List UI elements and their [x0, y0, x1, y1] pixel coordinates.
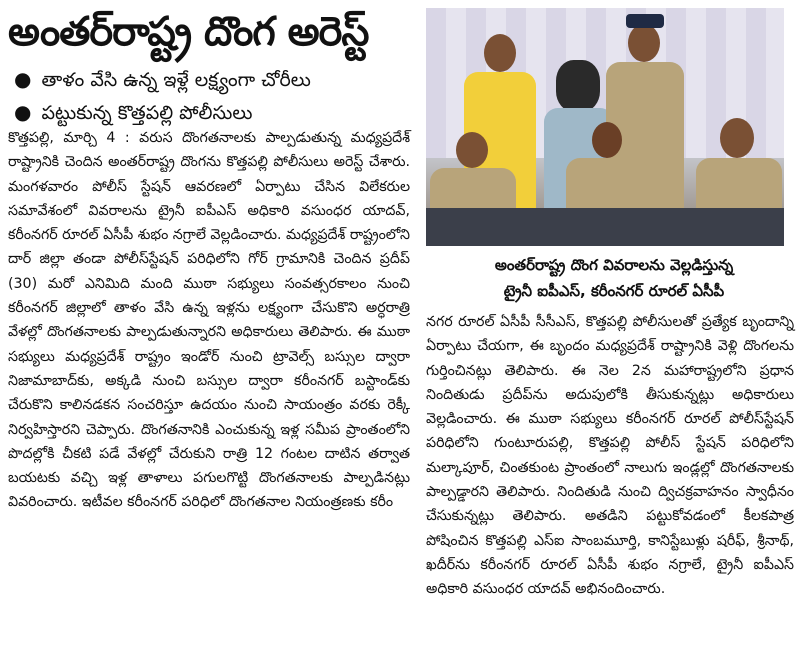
- press-photo: [426, 8, 784, 246]
- bullet-point-1: [14, 64, 414, 95]
- bullet-dot-icon: ●: [14, 100, 32, 124]
- photo-caption: [434, 252, 794, 304]
- bullet-text-2: పట్టుకున్న కొత్తపల్లి పోలీసులు: [41, 102, 253, 124]
- photo-table: [426, 208, 784, 246]
- article-right-column: నగర రూరల్ ఏసీపీ సీసీఎస్, కొత్తపల్లి పోలీసులతో ప్రత్యేక బృందాన్ని ఏర్పాటు చేయగా, ఈ బృందం మధ్యప్రదేశ్ రాష్ట్రానికి వెళ్లి దొంగలను గుర్తించినట్లు తెలిపారు. ఈ నెల 2న మహారాష్ట్రలోని ప్రధాన నిందితుడు ప్రదీప్‌ను అదుపులోకి తీసుకున్నట్లు అధికారులు వెల్లడించారు. ఈ ముఠా సభ్యులు కరీంనగర్ రూరల్ పోలీస్‌స్టేషన్ పరిధిలోని గుంటూరుపల్లి, కొత్తపల్లి పోలీస్ స్టేషన్ పరిధిలోని మల్కాపూర్, చింతకుంట ప్రాంతంలో నాలుగు ఇండ్లల్లో దొంగతనాలకు పాల్పడ్డారని తెలిపారు. నిందితుడి నుంచి ద్విచక్రవాహనం స్వాధీనం చేసుకున్నట్లు తెలిపారు. అతడిని పట్టుకోవడంలో కీలకపాత్ర పోషించిన కొత్తపల్లి ఎస్‌ఐ సాంబమూర్తి, కానిస్టేబుళ్లు షరీఫ్, శ్రీనాథ్, ఖదీర్‌ను కరీంనగర్ రూరల్ ఏసీపీ శుభం నగ్రాలే, ట్రైనీ ఐపీఎస్ అధికారి వసుంధర యాదవ్ అభినందించారు.: [426, 314, 794, 598]
- caption-line-2: ట్రైనీ ఐపీఎస్, కరీంనగర్ రూరల్ ఏసీపీ: [503, 282, 725, 300]
- bullet-text-1: తాళం వేసి ఉన్న ఇళ్లే లక్ష్యంగా చోరీలు: [41, 69, 311, 91]
- article-left-column: కొత్తపల్లి, మార్చి 4 : వరుస దొంగతనాలకు పాల్పడుతున్న మధ్యప్రదేశ్ రాష్ట్రానికి చెందిన అంతర్‌రాష్ట్ర దొంగను కొత్తపల్లి పోలీసులు అరెస్ట్ చేశారు. మంగళవారం పోలీస్ స్టేషన్ ఆవరణలో ఏర్పాటు చేసిన విలేకరుల సమావేశంలో వివరాలను ట్రైనీ ఐపీఎస్ అధికారి వసుంధర యాదవ్, కరీంనగర్ రూరల్ ఏసీపీ శుభం నగ్రాలే వెల్లడించారు. మధ్యప్రదేశ్ రాష్ట్రంలోని దార్ జిల్లా తండా పోలీస్‌స్టేషన్ పరిధిలోని గోర్ గ్రామానికి చెందిన ప్రదీప్ (30) మరో ఎనిమిది మంది ముఠా సభ్యులు సంవత్సరకాలం నుంచి కరీంనగర్ జిల్లాలో తాళం వేసి ఉన్న ఇళ్లను లక్ష్యంగా చేసుకొని అర్ధరాత్రి వేళల్లో దొంగతనాలకు పాల్పడుతున్నారని అధికారులు తెలిపారు. ఈ ముఠా సభ్యులు మధ్యప్రదేశ్ రాష్ట్రం ఇండోర్ నుంచి ట్రావెల్స్ బస్సుల ద్వారా నిజామాబాద్‌కు, అక్కడి నుంచి బస్సుల ద్వారా కరీంనగర్ బస్టాండ్‌కు చేరుకొని కాలినడకన సంచరిస్తూ ఉదయం నుంచి సాయంత్రం వరకు రెక్కీ నిర్వహిస్తారని చెప్పారు. దొంగతనానికి ఎంచుకున్న ఇళ్ల సమీప ప్రాంతంలోని పొదల్లోకి చీకటి పడే వేళల్లో చేరుకుని రాత్రి 12 గంటల దాటిన తర్వాత బయటకు వచ్చి ఇళ్ల తాళాలు పగులగొట్టి దొంగతనాలకు పాల్పడినట్లు వివరించారు. ఇటీవల కరీంనగర్ పరిధిలో దొంగతనాల నియంత్రణకు కరీం: [8, 130, 410, 511]
- bullet-dot-icon: ●: [14, 67, 32, 91]
- caption-line-1: అంతర్‌రాష్ట్ర దొంగ వివరాలను వెల్లడిస్తున్న: [494, 256, 734, 274]
- bullet-point-2: [14, 97, 414, 128]
- headline: అంతర్‌రాష్ట్ర దొంగ అరెస్ట్: [8, 9, 369, 55]
